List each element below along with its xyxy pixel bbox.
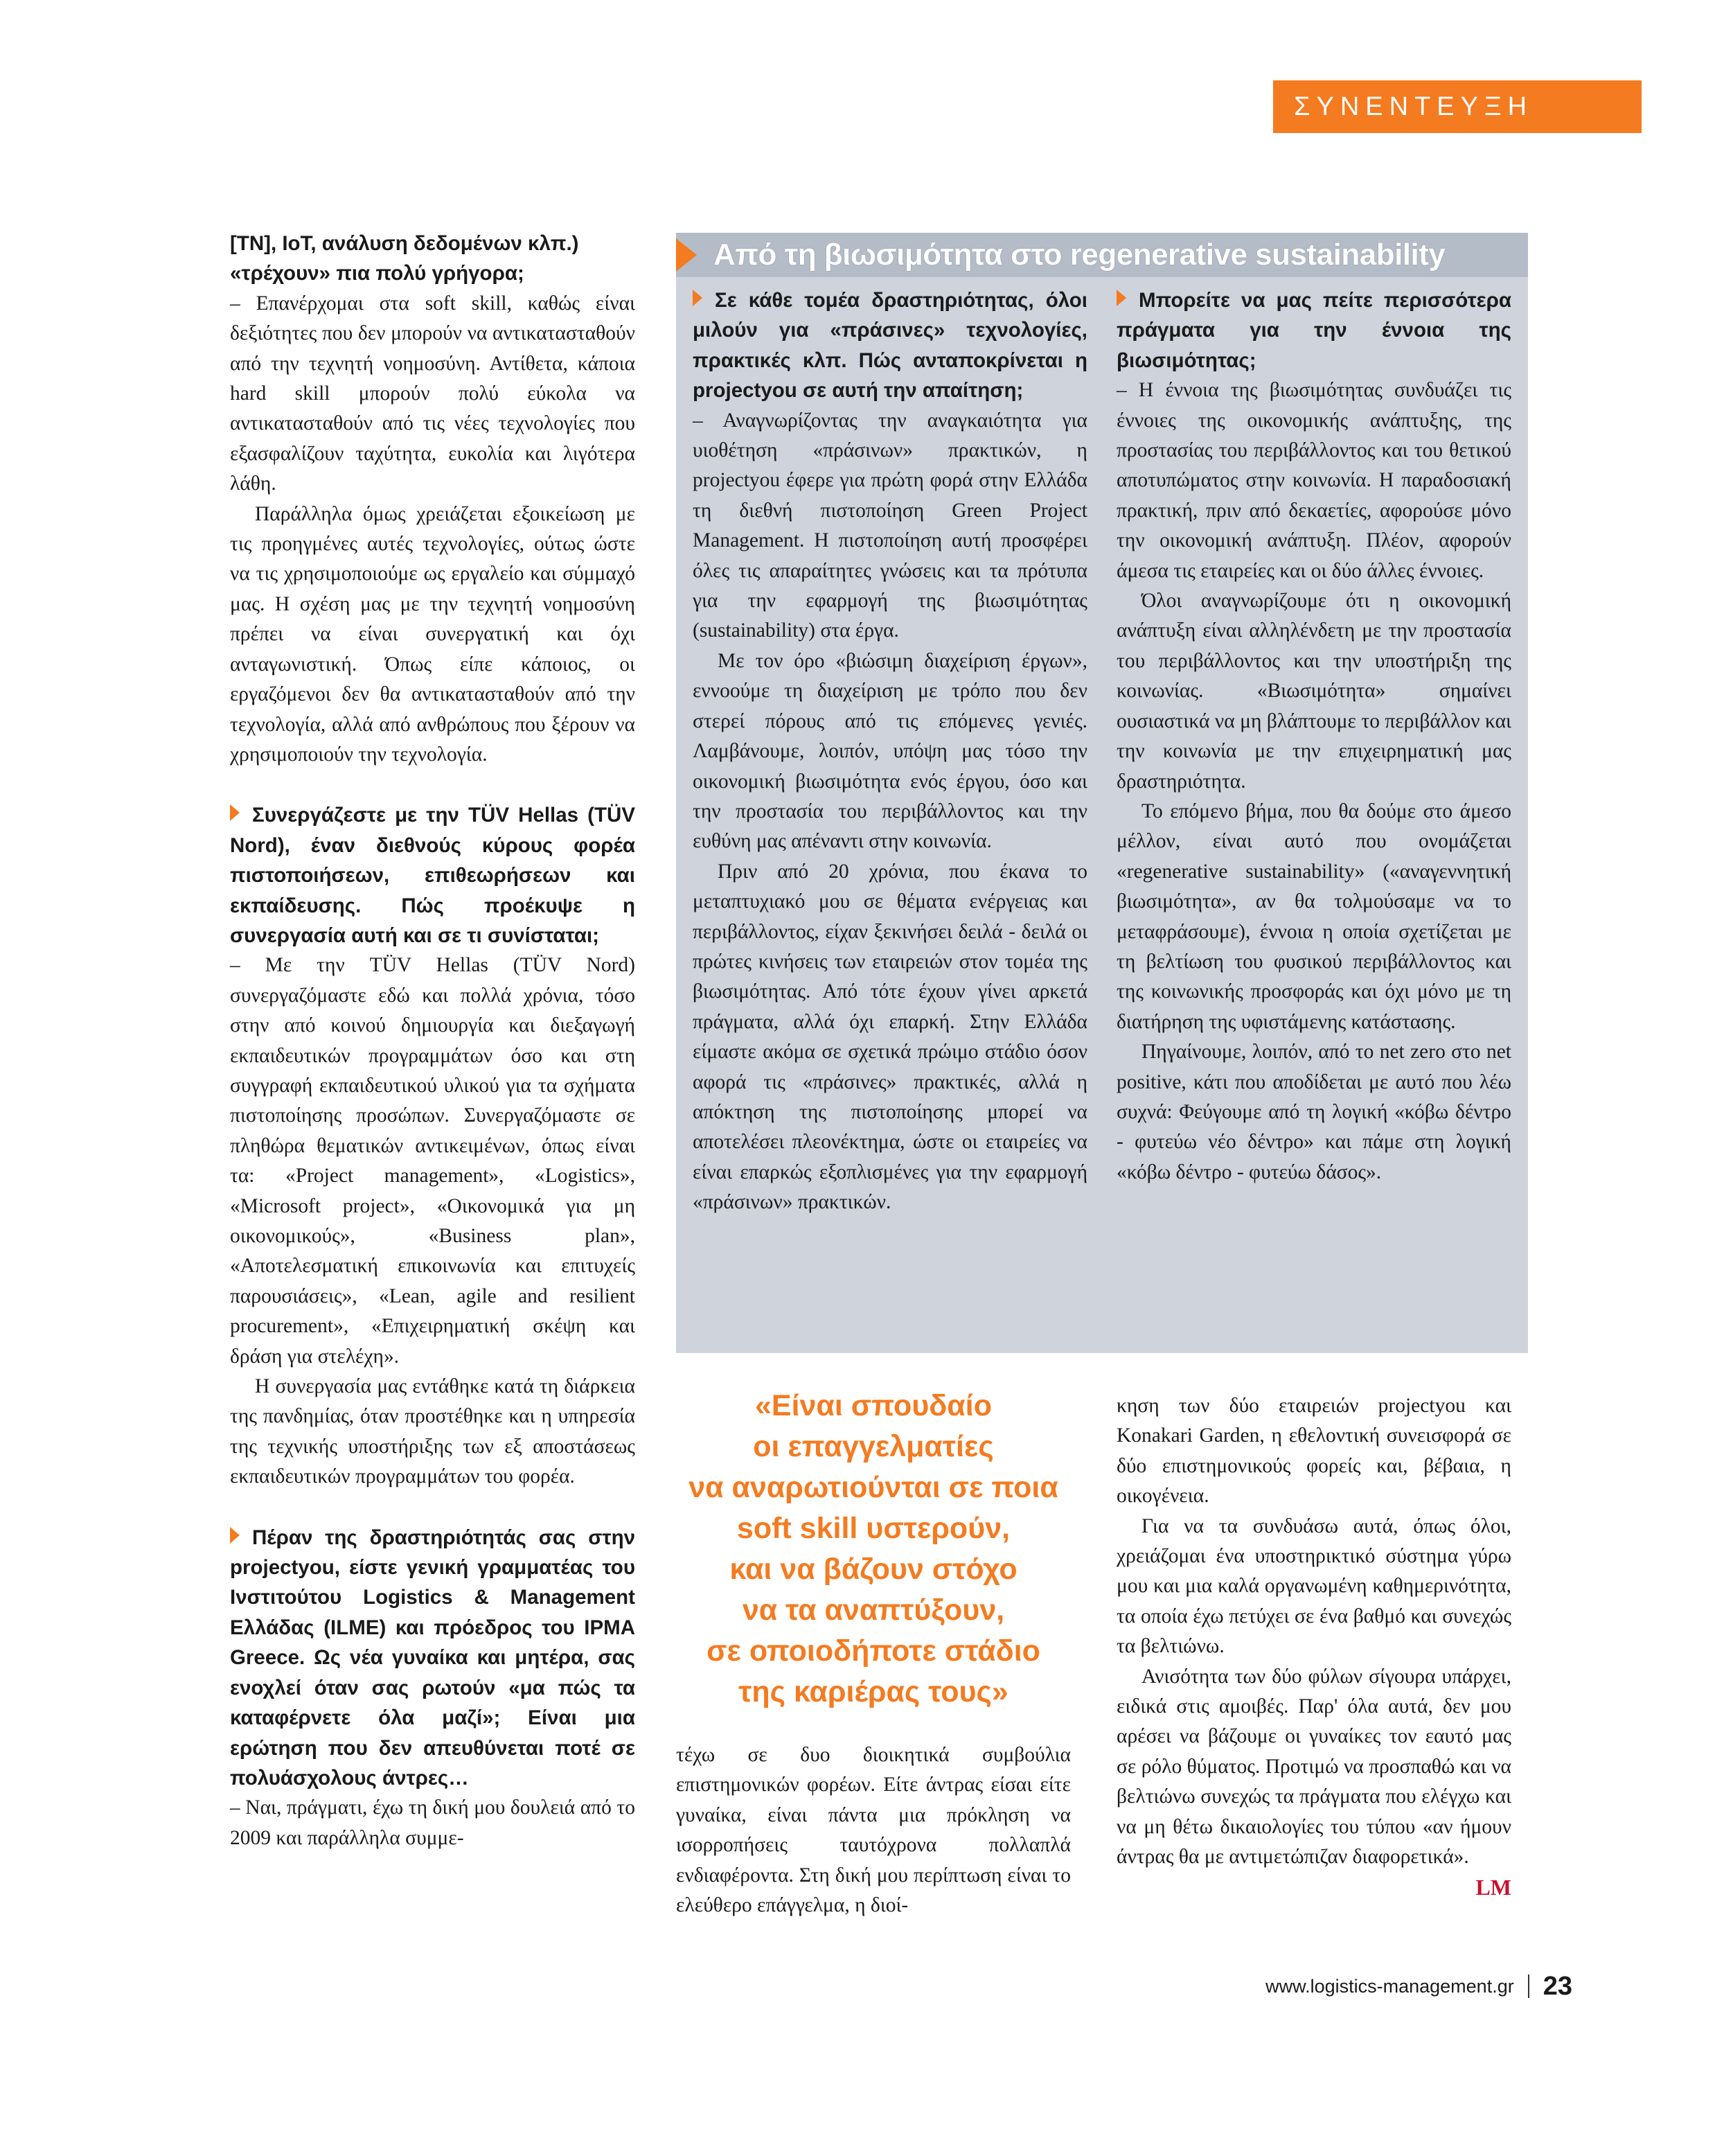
body-paragraph: Για να τα συνδυάσω αυτά, όπως όλοι, χρειάζομαι ένα υποστηρικτικό σύστημα γύρω μου και μια καλά οργανωμένη καθημερινότητα, τα οποία έχω πετύχει σε ένα βαθμό και συνεχώς τα βελτιώνω.: [1117, 1514, 1511, 1658]
body-paragraph: κηση των δύο εταιρειών projectyou και Konakari Garden, η εθελοντική συνεισφορά σε δύο επιστημονικούς φορείς και, βέβαια, η οικογένεια.: [1117, 1395, 1511, 1508]
body-paragraph: Παράλληλα όμως χρειάζεται εξοικείωση με τις προηγμένες αυτές τεχνολογίες, ούτως ώστε να τις χρησιμοποιούμε ως εργαλείο και σύμμαχό μας. Η σχέση μας με την τεχνητή νοημοσύνη πρέπει να είναι συνεργατική και όχι ανταγωνιστική. Όπως είπε κάποιος, οι εργαζόμενοι δεν θα αντικατασταθούν από την τεχνολογία, αλλά από ανθρώπους που ξέρουν να χρησιμοποιούν την τεχνολογία.: [230, 502, 635, 766]
sidebar-right-column: [1117, 285, 1511, 1187]
arrow-icon: [693, 290, 702, 306]
question-continued-1: [TN], IoT, ανάλυση δεδομένων κλπ.): [230, 232, 579, 255]
pull-quote: [676, 1386, 1071, 1713]
answer-paragraph: – Αναγνωρίζοντας την αναγκαιότητα για υιοθέτηση «πράσινων» πρακτικών, η projectyou έφερε για πρώτη φορά στην Ελλάδα τη διεθνή πιστοποίηση Green Project Management. Η πιστοποίηση αυτή προσφέρει όλες τις απαραίτητες γνώσεις και τα πρότυπα για την εφαρμογή της βιωσιμότητας (sustainability) στα έργα.: [693, 409, 1087, 642]
question-tuv: Συνεργάζεστε με την TÜV Hellas (TÜV Nord), έναν διεθνούς κύρους φορέα πιστοποιήσεων, επιθεωρήσεων και εκπαίδευσης. Πώς προέκυψε η συνεργασία αυτή και σε τι συνίσταται;: [230, 804, 635, 947]
pull-quote-line: σε οποιοδήποτε στάδιο: [707, 1634, 1040, 1668]
body-paragraph: Το επόμενο βήμα, που θα δούμε στο άμεσο μέλλον, είναι αυτό που ονομάζεται «regenerative sustainability» («αναγεννητική βιωσιμότητα», αν θα τολμούσαμε να το μεταφράσουμε), έννοια η οποία σχετίζεται με τη βελτίωση του φυσικού περιβάλλοντος και της κοινωνικής προσφοράς και όχι μόνο με τη διατήρηση της υφιστάμενης κατάστασης.: [1117, 799, 1511, 1033]
pull-quote-line: soft skill υστερούν,: [736, 1512, 1011, 1545]
footer-url: www.logistics-management.gr: [1265, 1975, 1514, 1997]
body-paragraph: Ανισότητα των δύο φύλων σίγουρα υπάρχει, ειδικά στις αμοιβές. Παρ' όλα αυτά, δεν μου αρέσει να βάζουμε οι γυναίκες τον εαυτό μας σε ρόλο θύματος. Προτιμώ να προσπαθώ και να βελτιώνω συνεχώς τα πράγματα που ελέγχω και να μη θέτω δικαιολογίες του τύπου «αν ήμουν άντρας θα με αντιμετώπιζαν διαφορετικά». LM: [1117, 1662, 1511, 1873]
pull-quote-line: να αναρωτιούνται σε ποια: [688, 1471, 1058, 1504]
body-paragraph: Πηγαίνουμε, λοιπόν, από το net zero στο net positive, κάτι που αποδίδεται με αυτό που λέω συχνά: Φεύγουμε από τη λογική «κόβω δέντρο - φυτεύω νέο δέντρο» και πάμε στη λογική «κόβω δέντρο - φυτεύω δάσος».: [1117, 1041, 1511, 1183]
arrow-icon: [1117, 290, 1126, 306]
pull-quote-line: «Είναι σπουδαίο: [755, 1389, 992, 1422]
pull-quote-line: οι επαγγελματίες: [753, 1430, 994, 1463]
answer-paragraph: – Επανέρχομαι στα soft skill, καθώς είναι δεξιότητες που δεν μπορούν να αντικατασταθούν από την τεχνητή νοημοσύνη. Αντίθετα, κάποια hard skill μπορούν πολύ εύκολα να αντικατασταθούν από τις νέες τεχνολογίες που εξασφαλίζουν ταχύτητα, ευκολία και λιγότερα λάθη.: [230, 292, 635, 495]
pull-quote-line: να τα αναπτύξουν,: [742, 1593, 1005, 1627]
page-number: 23: [1543, 1971, 1572, 2001]
arrow-icon: [230, 804, 240, 821]
sidebar-question-sustainability: Μπορείτε να μας πείτε περισσότερα πράγματα για την έννοια της βιωσιμότητας;: [1117, 289, 1511, 372]
body-paragraph: Η συνεργασία μας εντάθηκε κατά τη διάρκεια της πανδημίας, όταν προστέθηκε και η υπηρεσία της τεχνικής υποστήριξης των εξ αποστάσεως εκπαιδευτικών προγραμμάτων του φορέα.: [230, 1375, 635, 1488]
arrow-icon: [230, 1527, 240, 1544]
footer-divider: [1528, 1974, 1529, 1998]
end-mark: LM: [1475, 1874, 1511, 1900]
sidebar-title-bar: [676, 233, 1528, 277]
question-continued-2: «τρέχουν» πια πολύ γρήγορα;: [230, 262, 524, 285]
sidebar-question-green: Σε κάθε τομέα δραστηριότητας, όλοι μιλούν για «πράσινες» τεχνολογίες, πρακτικές κλπ. Πώς ανταποκρίνεται η projectyou σε αυτή την απαίτηση;: [693, 289, 1087, 403]
body-paragraph: Με τον όρο «βιώσιμη διαχείριση έργων», εννοούμε τη διαχείριση με τρόπο που δεν στερεί πόρους από τις επόμενες γενιές. Λαμβάνουμε, λοιπόν, υπόψη μας τόσο την οικονομική βιωσιμότητα ενός έργου, όσο και την προστασία του περιβάλλοντος και την ευθύνη μας απέναντι στην κοινωνία.: [693, 649, 1087, 853]
right-column-bottom: [1117, 1391, 1511, 1902]
question-ilme: Πέραν της δραστηριότητάς σας στην projectyou, είστε γενική γραμματέας του Ινστιτούτου Logistics & Management Ελλάδας (ILME) και πρόεδρος του IPMA Greece. Ως νέα γυναίκα και μητέρα, σας ενοχλεί όταν σας ρωτούν «μα πώς τα καταφέρνετε όλα μαζί»; Είναι μια ερώτηση που δεν απευθύνεται ποτέ σε πολυάσχολους άντρες…: [230, 1526, 635, 1790]
middle-column-bottom: [676, 1740, 1071, 1920]
answer-paragraph: – Η έννοια της βιωσιμότητας συνδυάζει τις έννοιες της οικονομικής ανάπτυξης, της προστασίας του περιβάλλοντος και του θετικού αποτυπώματος στην κοινωνία. Η παραδοσιακή πρακτική, πριν από δεκαετίες, αφορούσε μόνο την οικονομική ανάπτυξη. Πλέον, αφορούν άμεσα τις εταιρείες και οι δύο άλλες έννοιες.: [1117, 379, 1511, 582]
body-paragraph: τέχω σε δυο διοικητικά συμβούλια επιστημονικών φορέων. Είτε άντρας είσαι είτε γυναίκα, είναι πάντα μια πρόκληση να ισορροπήσεις ταυτόχρονα πολλαπλά ενδιαφέροντα. Στη δική μου περίπτωση είναι το ελεύθερο επάγγελμα, η διοί-: [676, 1744, 1071, 1917]
section-tab: [1273, 80, 1642, 133]
section-label: ΣΥΝΕΝΤΕΥΞΗ: [1294, 91, 1534, 121]
answer-paragraph: – Με την TÜV Hellas (TÜV Nord) συνεργαζόμαστε εδώ και πολλά χρόνια, τόσο στην από κοινού δημιουργία και διεξαγωγή εκπαιδευτικών προγραμμάτων όσο και στη συγγραφή εκπαιδευτικού υλικού για τα σχήματα πιστοποίησης προσώπων. Συνεργαζόμαστε σε πληθώρα θεματικών αντικειμένων, όπως είναι τα: «Project management», «Logistics», «Microsoft project», «Οικονομικά για μη οικονομικούς», «Business plan», «Αποτελεσματική επικοινωνία και επιτυχείς παρουσιάσεις», «Lean, agile and resilient procurement», «Επιχειρηματική σκέψη και δράση για στελέχη».: [230, 954, 635, 1368]
left-column: [230, 229, 635, 1853]
page-footer: [1240, 1969, 1572, 2004]
answer-paragraph: – Ναι, πράγματι, έχω τη δική μου δουλειά από το 2009 και παράλληλα συμμε-: [230, 1796, 635, 1849]
sidebar-title: Από τη βιωσιμότητα στο regenerative sustainability: [713, 238, 1446, 272]
pull-quote-line: και να βάζουν στόχο: [729, 1553, 1018, 1586]
sidebar-left-column: [693, 285, 1087, 1218]
body-paragraph: Πριν από 20 χρόνια, που έκανα το μεταπτυχιακό μου σε θέματα ενέργειας και περιβάλλοντος, είχαν ξεκινήσει δειλά - δειλά οι πρώτες κινήσεις των εταιρειών στον τομέα της βιωσιμότητας. Από τότε έχουν γίνει αρκετά πράγματα, αλλά όχι επαρκή. Στην Ελλάδα είμαστε ακόμα σε σχετικά πρώιμο στάδιο όσον αφορά τις «πράσινες» πρακτικές, αλλά η απόκτηση της πιστοποίησης μπορεί να αποτελέσει πλεονέκτημα, ώστε οι εταιρείες να είναι επαρκώς εξοπλισμένες για την εφαρμογή «πράσινων» πρακτικών.: [693, 860, 1087, 1214]
arrow-icon: [676, 238, 697, 272]
body-paragraph: Όλοι αναγνωρίζουμε ότι η οικονομική ανάπτυξη είναι αλληλένδετη με την προστασία του περιβάλλοντος και την υποστήριξη της κοινωνίας. «Βιωσιμότητα» σημαίνει ουσιαστικά να μη βλάπτουμε το περιβάλλον και την κοινωνία με την επιχειρηματική μας δραστηριότητα.: [1117, 590, 1511, 793]
pull-quote-line: της καριέρας τους»: [738, 1675, 1008, 1708]
